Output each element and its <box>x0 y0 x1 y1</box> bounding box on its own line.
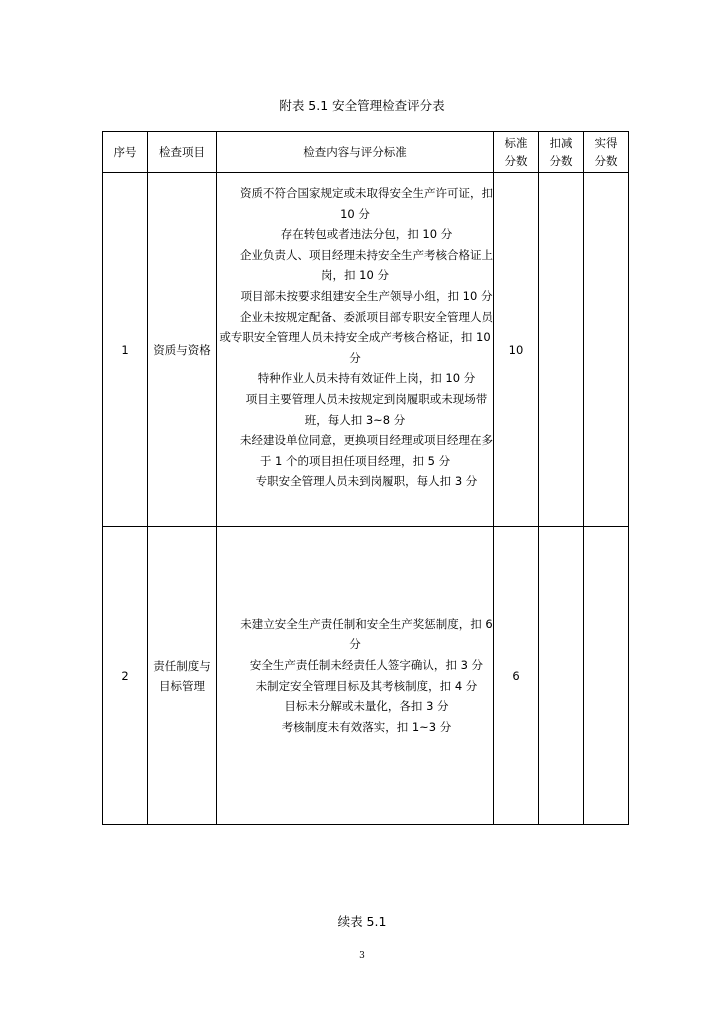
criterion: 安全生产责任制未经责任人签字确认，扣 3 分 <box>249 657 484 672</box>
continued-caption: 续表 5.1 <box>337 914 387 929</box>
row-standard-score: 6 <box>494 527 539 825</box>
safety-inspection-score-table <box>102 131 629 825</box>
header-deduct-score <box>539 132 584 173</box>
header-row <box>103 132 629 173</box>
page-number: 3 <box>359 951 365 961</box>
criterion: 存在转包或者违法分包，扣 10 分 <box>280 227 453 242</box>
header-actual-score <box>584 132 629 173</box>
criterion: 特种作业人员未持有效证件上岗，扣 10 分 <box>257 371 476 386</box>
header-actual-score-line1: 实得 <box>594 136 618 150</box>
criterion: 企业负责人、项目经理未持安全生产考核合格证上岗，扣 10 分 <box>240 247 493 283</box>
row-no: 1 <box>103 173 148 527</box>
header-standard-score-line2: 分数 <box>504 154 528 168</box>
header-standard-score-line1: 标准 <box>504 136 528 150</box>
row-deduct-score[interactable] <box>539 173 584 527</box>
row-item: 资质与资格 <box>148 173 217 527</box>
header-item: 检查项目 <box>148 132 217 173</box>
table-row <box>103 527 629 825</box>
criterion: 项目主要管理人员未按规定到岗履职或未现场带班，每人扣 3~8 分 <box>245 391 488 427</box>
row-no: 2 <box>103 527 148 825</box>
header-no: 序号 <box>103 132 148 173</box>
criterion: 未制定安全管理目标及其考核制度，扣 4 分 <box>255 678 478 693</box>
row-item: 责任制度与目标管理 <box>148 527 217 825</box>
header-standard-score <box>494 132 539 173</box>
criterion: 考核制度未有效落实，扣 1~3 分 <box>281 719 452 734</box>
criterion: 未建立安全生产责任制和安全生产奖惩制度，扣 6 分 <box>240 616 493 652</box>
header-deduct-score-line1: 扣减 <box>549 136 573 150</box>
row-actual-score[interactable] <box>584 527 629 825</box>
criterion: 目标未分解或未量化，各扣 3 分 <box>284 699 449 714</box>
row-standard-score: 10 <box>494 173 539 527</box>
criterion: 项目部未按要求组建安全生产领导小组，扣 10 分 <box>240 288 493 303</box>
table-caption: 附表 5.1 安全管理检查评分表 <box>279 98 445 113</box>
header-content: 检查内容与评分标准 <box>217 132 494 173</box>
criterion: 未经建设单位同意，更换项目经理或项目经理在多于 1 个的项目担任项目经理，扣 5 分 <box>240 433 493 468</box>
criterion: 资质不符合国家规定或未取得安全生产许可证，扣 10 分 <box>240 186 493 221</box>
row-actual-score[interactable] <box>584 173 629 527</box>
row-criteria <box>217 527 494 825</box>
row-deduct-score[interactable] <box>539 527 584 825</box>
table-row <box>103 173 629 527</box>
row-criteria <box>217 173 494 527</box>
criterion: 企业未按规定配备、委派项目部专职安全管理人员或专职安全管理人员未持安全成产考核合格证，扣 10 分 <box>219 309 493 365</box>
criterion: 专职安全管理人员未到岗履职，每人扣 3 分 <box>255 474 478 489</box>
header-actual-score-line2: 分数 <box>594 154 618 168</box>
header-deduct-score-line2: 分数 <box>549 154 573 168</box>
